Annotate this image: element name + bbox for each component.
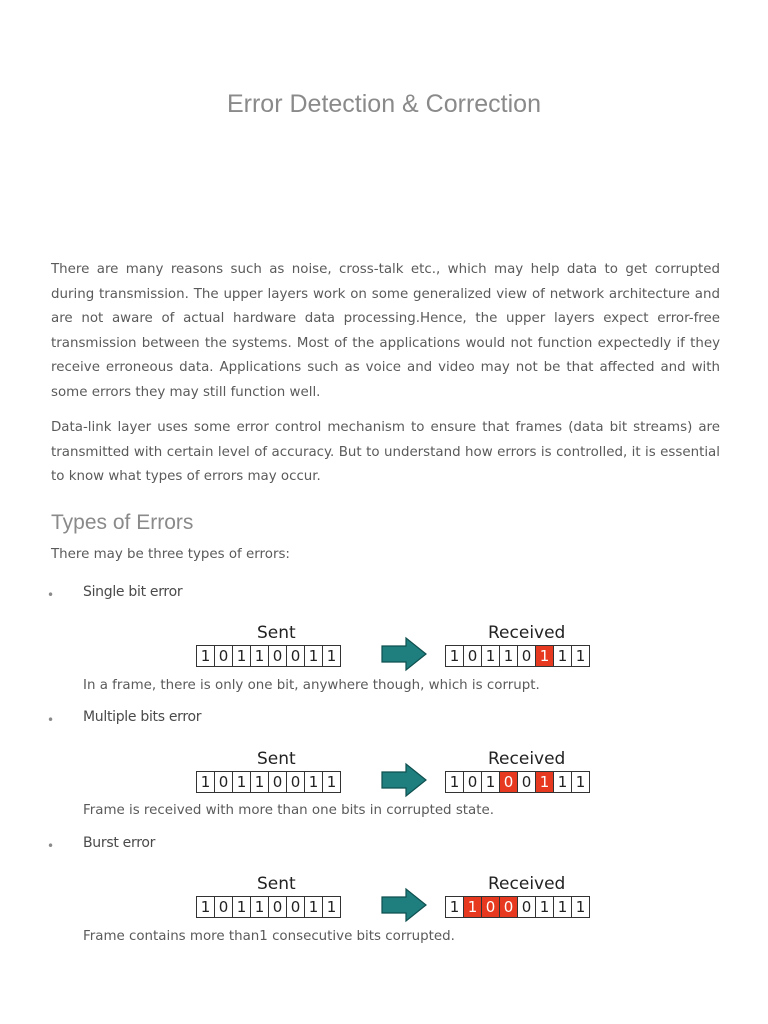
sent-bit-cell: 1 bbox=[197, 897, 215, 917]
sent-bit-cell: 0 bbox=[215, 646, 233, 666]
bullet-marker: • bbox=[47, 713, 55, 727]
corrupted-bit-cell: 1 bbox=[536, 772, 554, 792]
sent-bit-cell: 1 bbox=[233, 646, 251, 666]
sent-bit-cell: 1 bbox=[251, 897, 269, 917]
sent-bit-cell: 1 bbox=[305, 646, 323, 666]
error-type-caption-burst: Frame contains more than1 consecutive bits corrupted. bbox=[83, 929, 455, 944]
received-label: Received bbox=[488, 874, 566, 894]
arrow-right-icon bbox=[380, 636, 428, 672]
error-type-label-burst: Burst error bbox=[83, 835, 156, 851]
sent-bit-frame bbox=[196, 645, 341, 667]
sent-bit-cell: 0 bbox=[215, 772, 233, 792]
section-heading: Types of Errors bbox=[51, 511, 194, 534]
corrupted-bit-cell: 0 bbox=[500, 897, 518, 917]
received-bit-frame bbox=[445, 645, 590, 667]
received-bit-cell: 1 bbox=[554, 897, 572, 917]
sent-bit-cell: 1 bbox=[323, 646, 341, 666]
sent-label: Sent bbox=[257, 749, 296, 769]
received-bit-frame bbox=[445, 771, 590, 793]
bullet-marker: • bbox=[47, 588, 55, 602]
sent-bit-cell: 1 bbox=[251, 772, 269, 792]
corrupted-bit-cell: 0 bbox=[482, 897, 500, 917]
diagram-single-bit bbox=[192, 623, 612, 679]
received-bit-cell: 0 bbox=[518, 646, 536, 666]
diagram-multiple-bits bbox=[192, 749, 612, 805]
sent-bit-cell: 0 bbox=[287, 897, 305, 917]
error-type-label-multiple: Multiple bits error bbox=[83, 709, 202, 725]
received-bit-cell: 1 bbox=[446, 646, 464, 666]
corrupted-bit-cell: 0 bbox=[500, 772, 518, 792]
sent-bit-frame bbox=[196, 771, 341, 793]
sent-bit-cell: 1 bbox=[251, 646, 269, 666]
received-bit-cell: 1 bbox=[536, 897, 554, 917]
received-bit-cell: 0 bbox=[464, 646, 482, 666]
received-bit-cell: 1 bbox=[482, 772, 500, 792]
received-bit-cell: 1 bbox=[446, 897, 464, 917]
corrupted-bit-cell: 1 bbox=[536, 646, 554, 666]
sent-bit-cell: 0 bbox=[287, 772, 305, 792]
received-label: Received bbox=[488, 623, 566, 643]
sent-bit-cell: 0 bbox=[269, 897, 287, 917]
corrupted-bit-cell: 1 bbox=[464, 897, 482, 917]
received-label: Received bbox=[488, 749, 566, 769]
sent-bit-cell: 0 bbox=[215, 897, 233, 917]
types-intro: There may be three types of errors: bbox=[51, 547, 290, 562]
received-bit-cell: 1 bbox=[482, 646, 500, 666]
sent-bit-cell: 1 bbox=[197, 646, 215, 666]
arrow-right-icon bbox=[380, 887, 428, 923]
error-type-caption-multiple: Frame is received with more than one bits in corrupted state. bbox=[83, 803, 494, 818]
sent-bit-cell: 1 bbox=[233, 897, 251, 917]
received-bit-cell: 1 bbox=[554, 646, 572, 666]
error-type-caption-single: In a frame, there is only one bit, anywhere though, which is corrupt. bbox=[83, 678, 540, 693]
received-bit-cell: 0 bbox=[518, 772, 536, 792]
error-type-label-single: Single bit error bbox=[83, 584, 183, 600]
sent-bit-cell: 1 bbox=[197, 772, 215, 792]
sent-bit-cell: 1 bbox=[233, 772, 251, 792]
received-bit-cell: 1 bbox=[500, 646, 518, 666]
intro-paragraph-2: Data-link layer uses some error control mechanism to ensure that frames (data bit streams) are transmitted with certain level of accuracy. But to understand how errors is controlled, it is essential to know what types of errors may occur. bbox=[51, 420, 720, 485]
sent-bit-cell: 0 bbox=[287, 646, 305, 666]
received-bit-frame bbox=[445, 896, 590, 918]
diagram-burst bbox=[192, 874, 612, 930]
received-bit-cell: 1 bbox=[446, 772, 464, 792]
sent-bit-cell: 1 bbox=[323, 772, 341, 792]
sent-bit-cell: 1 bbox=[305, 897, 323, 917]
sent-bit-cell: 0 bbox=[269, 646, 287, 666]
sent-bit-cell: 1 bbox=[323, 897, 341, 917]
received-bit-cell: 1 bbox=[554, 772, 572, 792]
received-bit-cell: 0 bbox=[518, 897, 536, 917]
received-bit-cell: 1 bbox=[572, 772, 590, 792]
intro-paragraph-1: There are many reasons such as noise, cross-talk etc., which may help data to get corrupted during transmission. The upper layers work on some generalized view of network architecture and are not aware of actual hardware data processing.Hence, the upper layers expect error-free transmission between the systems. Most of the applications would not function expectedly if they receive erroneous data. Applications such as voice and video may not be that affected and with some errors they may still function well. bbox=[51, 262, 720, 400]
sent-label: Sent bbox=[257, 623, 296, 643]
sent-label: Sent bbox=[257, 874, 296, 894]
page-title: Error Detection & Correction bbox=[226, 90, 541, 118]
sent-bit-frame bbox=[196, 896, 341, 918]
received-bit-cell: 0 bbox=[464, 772, 482, 792]
received-bit-cell: 1 bbox=[572, 897, 590, 917]
bullet-marker: • bbox=[47, 839, 55, 853]
arrow-right-icon bbox=[380, 762, 428, 798]
received-bit-cell: 1 bbox=[572, 646, 590, 666]
sent-bit-cell: 1 bbox=[305, 772, 323, 792]
sent-bit-cell: 0 bbox=[269, 772, 287, 792]
